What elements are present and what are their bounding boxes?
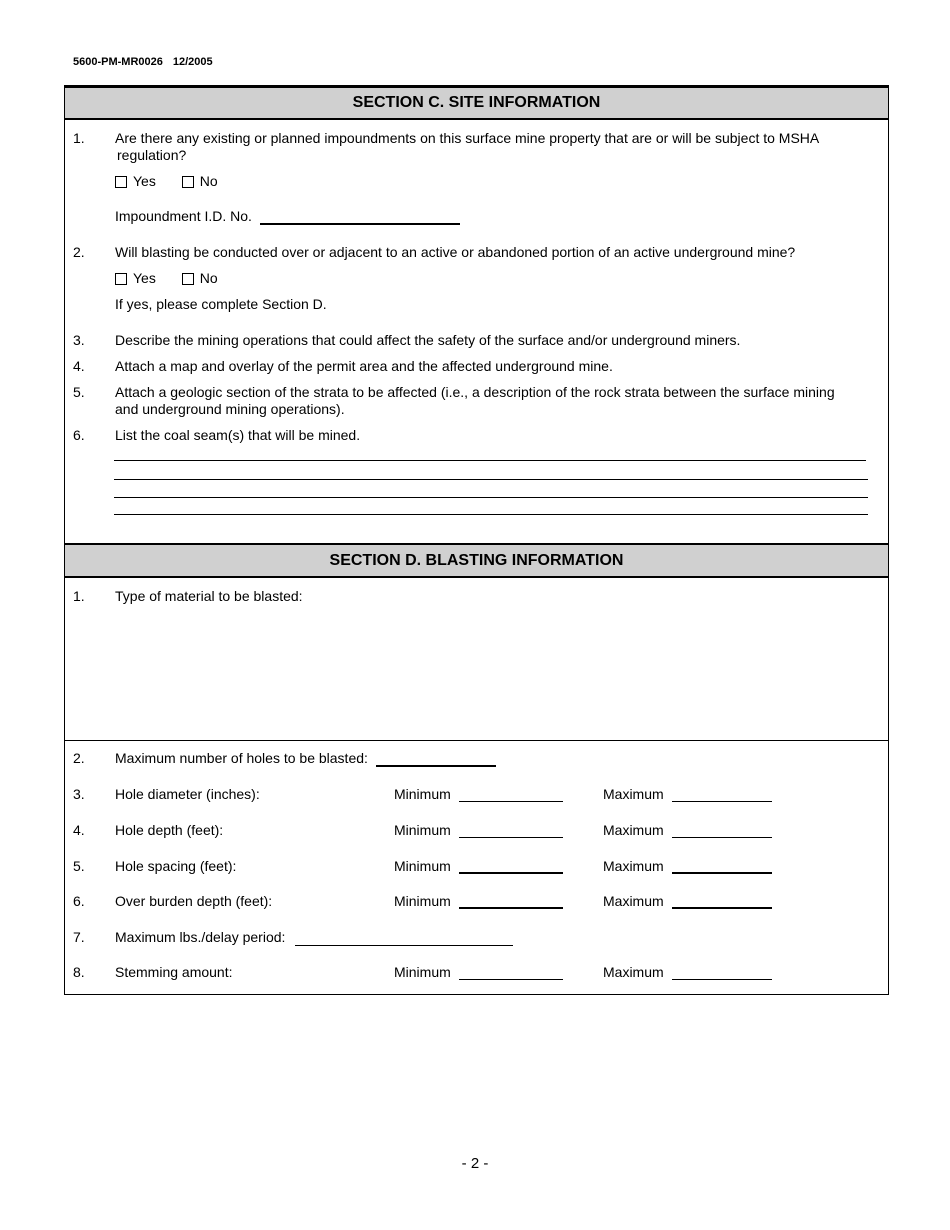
c-q1-yes-label: Yes: [133, 173, 156, 189]
c-q1-text: [115, 130, 819, 164]
coal-seam-line[interactable]: [114, 460, 866, 461]
c-q2-text: Will blasting be conducted over or adjacent to an active or abandoned portion of an active underground mine?: [115, 244, 796, 260]
minimum-label: Minimum: [394, 964, 451, 980]
c-q5-line1: Attach a geologic section of the strata to be affected (i.e., a description of the rock strata between the surface mining: [115, 384, 835, 400]
d-q6-maximum: [603, 893, 772, 909]
c-q5-line2: and underground mining operations).: [115, 401, 345, 417]
d-q6-minimum: [394, 893, 563, 909]
hole-diameter-max-field[interactable]: [672, 788, 772, 802]
maximum-label: Maximum: [603, 822, 664, 838]
form-box: [64, 85, 889, 995]
page-number: - 2 -: [461, 1155, 489, 1172]
c-q1-line1: Are there any existing or planned impoundments on this surface mine property that are or will be subject to MSHA: [115, 130, 820, 146]
stemming-max-field[interactable]: [672, 966, 772, 980]
max-lbs-delay-field[interactable]: [295, 932, 513, 946]
d-q6-label: Over burden depth (feet):: [115, 893, 273, 909]
coal-seam-line[interactable]: [114, 497, 868, 498]
c-q1-no-option[interactable]: [182, 173, 218, 189]
c-q2-options: [115, 270, 218, 286]
d-q8-maximum: [603, 964, 772, 980]
c-q4-number: 4.: [73, 358, 85, 374]
c-q2-no-option[interactable]: [182, 270, 218, 286]
d-q5-label: Hole spacing (feet):: [115, 858, 237, 874]
c-q2-yes-option[interactable]: [115, 270, 156, 286]
maximum-label: Maximum: [603, 858, 664, 874]
overburden-min-field[interactable]: [459, 894, 563, 909]
d-q7-label: Maximum lbs./delay period:: [115, 929, 286, 945]
d-q1-text: Type of material to be blasted:: [115, 588, 303, 604]
d-q7-number: 7.: [73, 929, 85, 945]
d-q6-number: 6.: [73, 893, 85, 909]
c-q1-number: 1.: [73, 130, 85, 146]
section-d-divider: [65, 740, 888, 741]
d-q5-number: 5.: [73, 858, 85, 874]
d-q4-label: Hole depth (feet):: [115, 822, 224, 838]
impoundment-id-row: [115, 208, 460, 225]
minimum-label: Minimum: [394, 786, 451, 802]
d-q3-number: 3.: [73, 786, 85, 802]
c-q2-number: 2.: [73, 244, 85, 260]
impoundment-id-field[interactable]: [260, 210, 460, 225]
section-d-header: [65, 543, 888, 578]
checkbox-icon[interactable]: [115, 176, 127, 188]
stemming-min-field[interactable]: [459, 966, 563, 980]
c-q2-no-label: No: [199, 270, 218, 286]
checkbox-icon[interactable]: [115, 273, 127, 285]
d-q4-minimum: [394, 822, 563, 838]
c-q3-number: 3.: [73, 332, 85, 348]
form-date: 12/2005: [172, 56, 213, 68]
form-identifier: [73, 56, 213, 68]
d-q8-minimum: [394, 964, 563, 980]
c-q1-options: [115, 173, 218, 189]
c-q1-yes-option[interactable]: [115, 173, 156, 189]
maximum-label: Maximum: [603, 893, 664, 909]
d-q7-row: [115, 929, 513, 946]
d-q2-row: [115, 750, 496, 767]
c-q1-no-label: No: [199, 173, 218, 189]
max-holes-field[interactable]: [376, 752, 496, 767]
section-c-title: SECTION C. SITE INFORMATION: [352, 94, 601, 111]
hole-depth-max-field[interactable]: [672, 824, 772, 838]
d-q5-maximum: [603, 858, 772, 874]
d-q8-number: 8.: [73, 964, 85, 980]
d-q4-number: 4.: [73, 822, 85, 838]
form-number: 5600-PM-MR0026: [73, 56, 163, 68]
c-q2-yes-label: Yes: [133, 270, 156, 286]
c-q6-text: List the coal seam(s) that will be mined.: [115, 427, 361, 443]
c-q6-number: 6.: [73, 427, 85, 443]
d-q3-minimum: [394, 786, 563, 802]
checkbox-icon[interactable]: [182, 273, 194, 285]
minimum-label: Minimum: [394, 893, 451, 909]
c-q4-text: Attach a map and overlay of the permit area and the affected underground mine.: [115, 358, 613, 374]
minimum-label: Minimum: [394, 822, 451, 838]
hole-spacing-min-field[interactable]: [459, 859, 563, 874]
checkbox-icon[interactable]: [182, 176, 194, 188]
d-q4-maximum: [603, 822, 772, 838]
d-q3-label: Hole diameter (inches):: [115, 786, 260, 802]
hole-spacing-max-field[interactable]: [672, 859, 772, 874]
section-c-header: [65, 86, 888, 120]
c-q5-number: 5.: [73, 384, 85, 400]
overburden-max-field[interactable]: [672, 894, 772, 909]
coal-seam-line[interactable]: [114, 514, 868, 515]
d-q8-label: Stemming amount:: [115, 964, 233, 980]
d-q1-number: 1.: [73, 588, 85, 604]
impoundment-id-label: Impoundment I.D. No.: [115, 208, 252, 224]
hole-depth-min-field[interactable]: [459, 824, 563, 838]
coal-seam-line[interactable]: [114, 479, 868, 480]
d-q2-label: Maximum number of holes to be blasted:: [115, 750, 368, 766]
d-q5-minimum: [394, 858, 563, 874]
c-q1-line2: regulation?: [117, 147, 187, 163]
minimum-label: Minimum: [394, 858, 451, 874]
hole-diameter-min-field[interactable]: [459, 788, 563, 802]
d-q3-maximum: [603, 786, 772, 802]
section-d-title: SECTION D. BLASTING INFORMATION: [329, 552, 624, 569]
c-q3-text: Describe the mining operations that could affect the safety of the surface and/or underground miners.: [115, 332, 741, 348]
c-q2-note: If yes, please complete Section D.: [115, 296, 327, 312]
material-type-area[interactable]: [113, 608, 873, 734]
c-q5-text: [115, 384, 835, 418]
maximum-label: Maximum: [603, 964, 664, 980]
maximum-label: Maximum: [603, 786, 664, 802]
d-q2-number: 2.: [73, 750, 85, 766]
